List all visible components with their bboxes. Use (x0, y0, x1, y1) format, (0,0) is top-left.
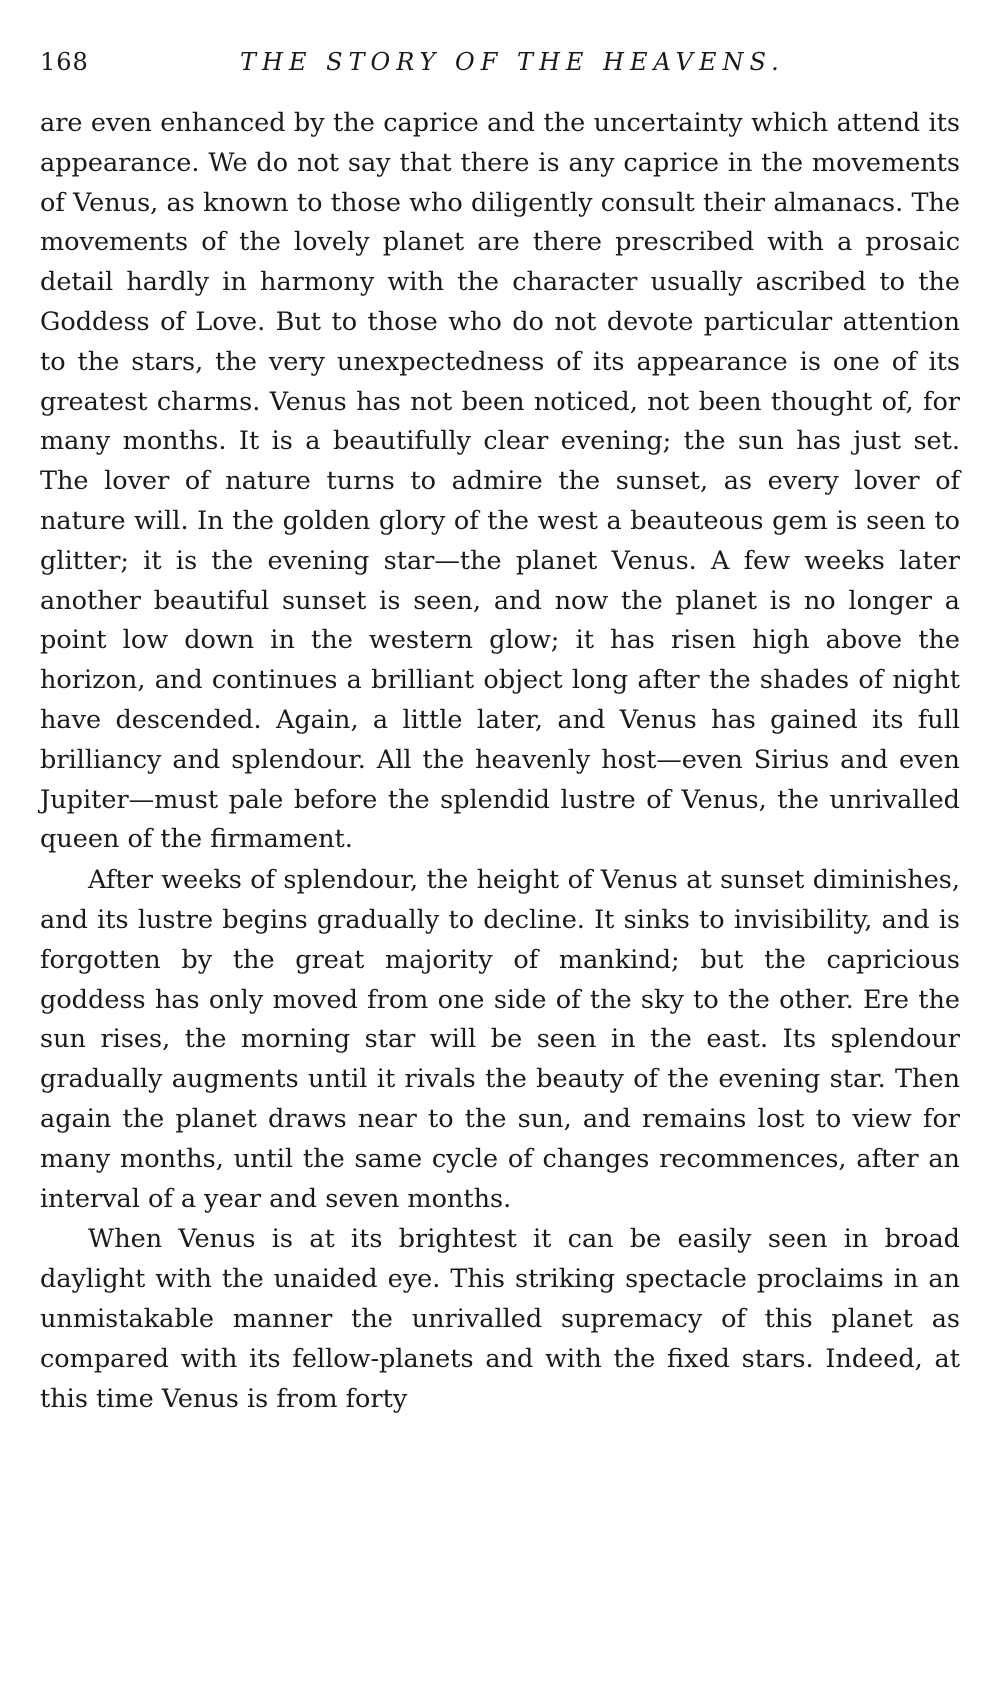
book-page (40, 40, 960, 1419)
running-title: THE STORY OF THE HEAVENS. (240, 48, 785, 76)
body-text (40, 104, 960, 1419)
paragraph-venus-evening-morning: After weeks of splendour, the height of Venus at sunset diminishes, and its lustre begins gradually to decline. It sinks to invisibility, and is forgotten by the great majority of mankind; but the capricious goddess has only moved from one side of the sky to the other. Ere the sun rises, the morning star will be seen in the east. Its splendour gradually augments until it rivals the beauty of the evening star. Then again the planet draws near to the sun, and remains lost to view for many months, until the same cycle of changes recommences, after an interval of a year and seven months. (40, 865, 960, 1214)
running-head (40, 40, 960, 80)
paragraph-venus-daylight: When Venus is at its brightest it can be easily seen in broad daylight with the unaided eye. This striking spectacle proclaims in an unmistakable manner the unrivalled supremacy of this planet as compared with its fellow-planets and with the fixed stars. Indeed, at this time Venus is from forty (40, 1224, 960, 1414)
page-number: 168 (40, 48, 89, 76)
paragraph-continued: are even enhanced by the caprice and the uncertainty which attend its appearance. We do not say that there is any caprice in the movements of Venus, as known to those who diligently consult their almanacs. The movements of the lovely planet are there prescribed with a prosaic detail hardly in harmony with the character usually ascribed to the Goddess of Love. But to those who do not devote particular attention to the stars, the very unexpectedness of its appearance is one of its greatest charms. Venus has not been noticed, not been thought of, for many months. It is a beautifully clear evening; the sun has just set. The lover of nature turns to admire the sunset, as every lover of nature will. In the golden glory of the west a beauteous gem is seen to glitter; it is the evening star—the planet Venus. A few weeks later another beautiful sunset is seen, and now the planet is no longer a point low down in the western glow; it has risen high above the horizon, and continues a brilliant object long after the shades of night have descended. Again, a little later, and Venus has gained its full brilliancy and splendour. All the heavenly host—even Sirius and even Jupiter—must pale before the splendid lustre of Venus, the unrivalled queen of the firmament. (40, 108, 960, 855)
